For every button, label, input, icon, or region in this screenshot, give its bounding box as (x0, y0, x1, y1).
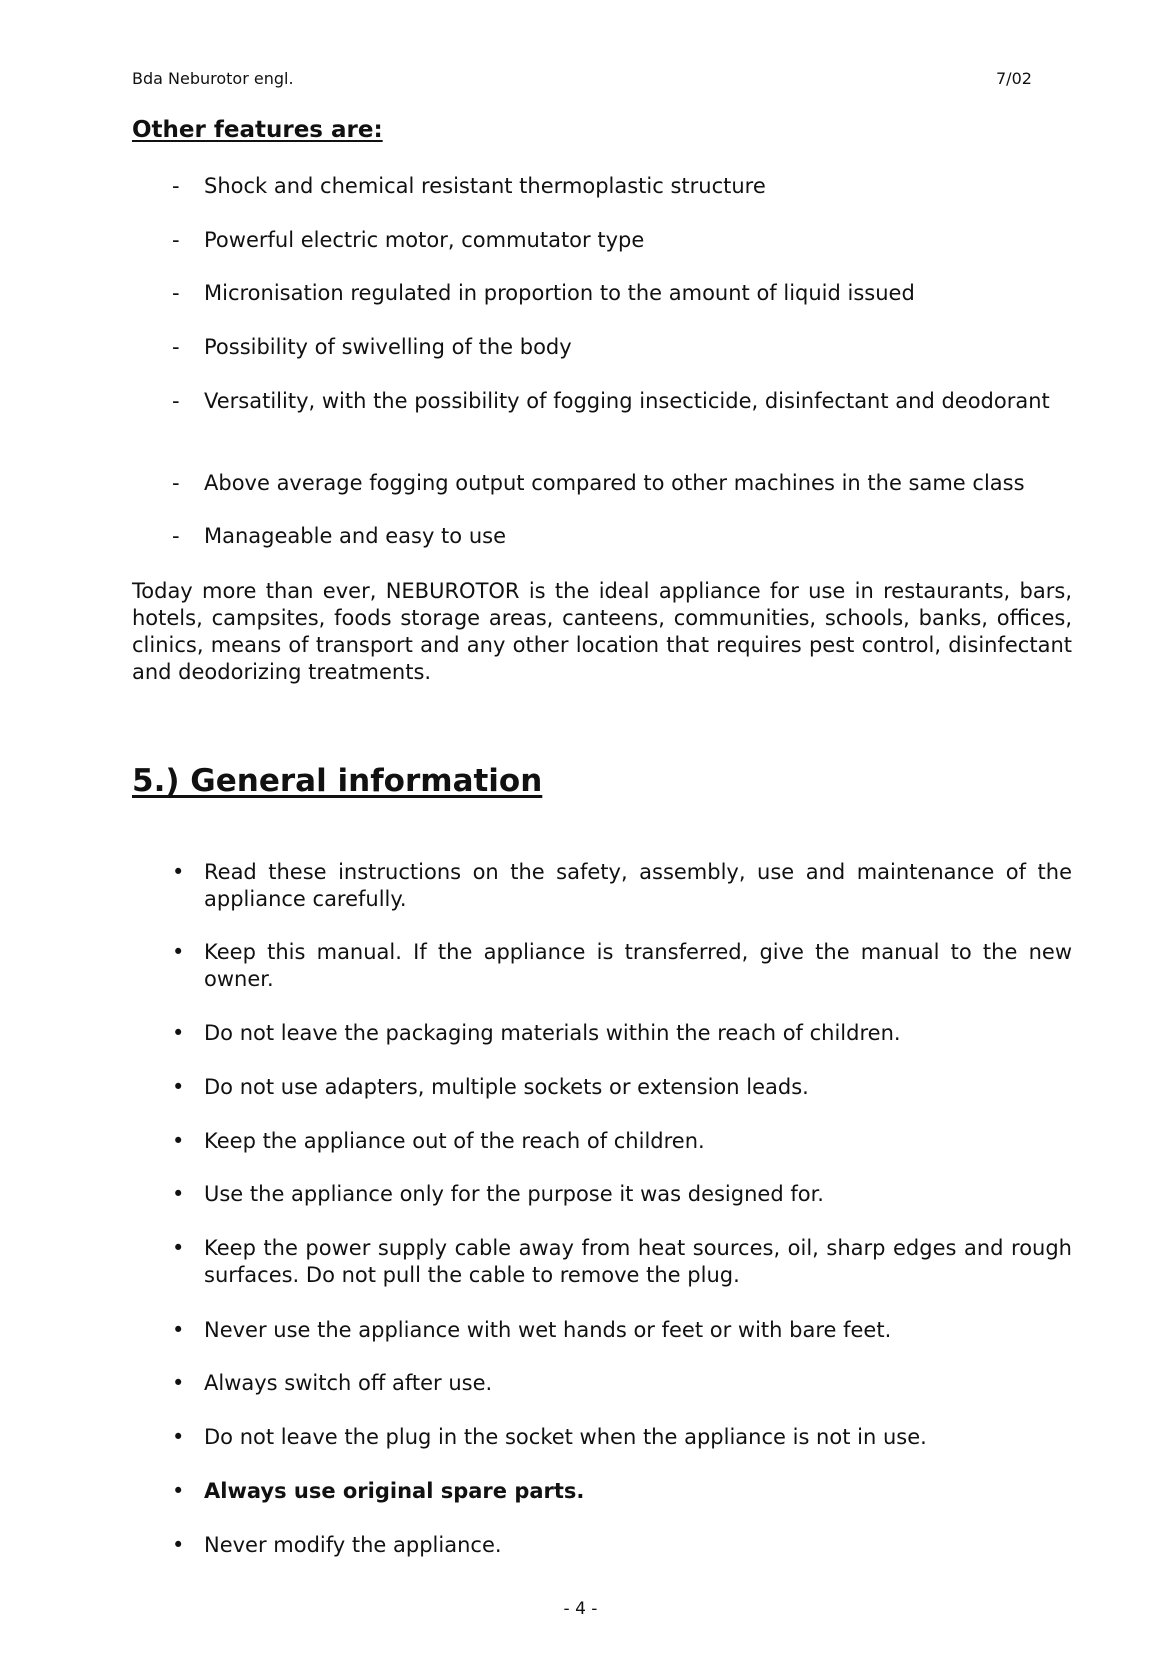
bullet-marker: • (172, 1075, 185, 1099)
feature-item: - Powerful electric motor, commutator type (172, 228, 645, 252)
feature-item: - Micronisation regulated in proportion to the amount of liquid issued (172, 281, 915, 305)
dash-marker: - (172, 281, 180, 305)
bullet-marker: • (172, 1533, 185, 1557)
feature-item: - Shock and chemical resistant thermoplastic structure (172, 174, 766, 198)
info-item: • Read these instructions on the safety, assembly, use and maintenance of the appliance carefully. (172, 860, 1072, 911)
info-item: • Keep this manual. If the appliance is transferred, give the manual to the new owner. (172, 940, 1072, 991)
info-item: • Never modify the appliance. (172, 1533, 502, 1557)
bullet-marker: • (172, 1182, 185, 1206)
bullet-marker: • (172, 1318, 185, 1342)
page-number: - 4 - (563, 1599, 598, 1619)
header-document-name: Bda Neburotor engl. (132, 69, 294, 88)
bullet-marker: • (172, 1371, 185, 1395)
bullet-marker: • (172, 1236, 185, 1260)
header-date: 7/02 (996, 69, 1032, 88)
dash-marker: - (172, 228, 180, 252)
info-item: • Do not use adapters, multiple sockets or extension leads. (172, 1075, 809, 1099)
feature-item: - Above average fogging output compared to other machines in the same class (172, 471, 1025, 495)
dash-marker: - (172, 174, 180, 198)
features-paragraph: Today more than ever, NEBUROTOR is the ideal appliance for use in restaurants, bars, hotels, campsites, foods storage areas, canteens, communities, schools, banks, offices, clinics, means of transport and any other location that requires pest control, disinfectant and deodorizing treatments. (132, 579, 1072, 684)
bullet-marker: • (172, 1021, 185, 1045)
info-item: • Do not leave the packaging materials within the reach of children. (172, 1021, 901, 1045)
feature-item: - Versatility, with the possibility of fogging insecticide, disinfectant and deodorant (172, 389, 1050, 413)
info-item: • Never use the appliance with wet hands or feet or with bare feet. (172, 1318, 892, 1342)
section-heading: 5.) General information (132, 763, 543, 799)
info-item: • Use the appliance only for the purpose it was designed for. (172, 1182, 824, 1206)
bullet-marker: • (172, 1425, 185, 1449)
dash-marker: - (172, 471, 180, 495)
feature-item: - Possibility of swivelling of the body (172, 335, 572, 359)
info-item: • Always switch off after use. (172, 1371, 493, 1395)
features-heading: Other features are: (132, 117, 383, 143)
bullet-marker: • (172, 860, 185, 884)
bullet-marker: • (172, 1129, 185, 1153)
info-item: • Always use original spare parts. (172, 1479, 585, 1503)
dash-marker: - (172, 524, 180, 548)
info-item: • Keep the power supply cable away from heat sources, oil, sharp edges and rough surfaces. Do not pull the cable to remove the plug. (172, 1236, 1072, 1287)
info-item: • Keep the appliance out of the reach of children. (172, 1129, 705, 1153)
bullet-marker: • (172, 940, 185, 964)
bullet-marker: • (172, 1479, 185, 1503)
feature-item: - Manageable and easy to use (172, 524, 506, 548)
info-item: • Do not leave the plug in the socket when the appliance is not in use. (172, 1425, 927, 1449)
dash-marker: - (172, 335, 180, 359)
dash-marker: - (172, 389, 180, 413)
